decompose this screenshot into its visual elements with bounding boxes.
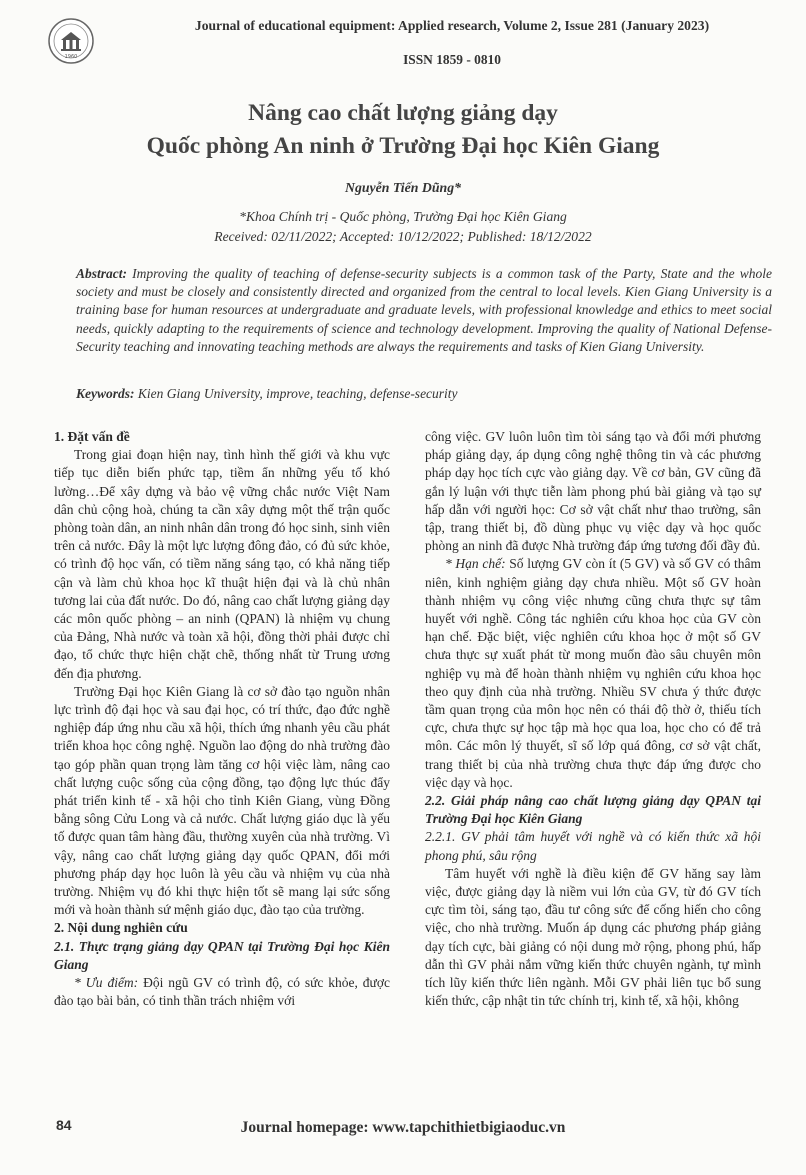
limitations-label: * Hạn chế: (445, 556, 506, 572)
heading-2-2: 2.2. Giải pháp nâng cao chất lượng giảng dạy QPAN tại Trường Đại học Kiên Giang (425, 793, 761, 827)
author: Nguyễn Tiến Dũng* (344, 180, 461, 195)
left-column (54, 428, 390, 1011)
journal-logo-icon (48, 18, 94, 64)
logo-year: 1960 (64, 54, 78, 60)
page-number: 84 (56, 1117, 72, 1133)
title-line-2: Quốc phòng An ninh ở Trường Đại học Kiên Giang (146, 133, 660, 159)
article-meta (40, 207, 766, 247)
paragraph-text: Số lượng GV còn ít (5 GV) và số GV có thâm niên, kinh nghiệm giảng dạy chưa nhiều. Một số GV hoàn thành nhiệm vụ công việc nhưng cũng chưa thực sự tâm huyết với nghề. Công tác nghiên cứu khoa học của GV còn hạn chế. Đặc biệt, việc nghiên cứu khoa học ở một số GV chưa thực sự xuất phát từ mong muốn đào sâu chuyên môn nghiệp vụ mà để hoàn thành nhiệm vụ nghiên cứu khoa học theo quy định của nhà trường. Nhiều SV chưa ý thức được tầm quan trọng của môn học nên có thái độ thờ ở, thiếu tích cực, chưa thực sự học tập mà học qua loa, học cho có để trả môn. Các môn lý thuyết, sĩ số lớp quá đông, cơ sở vật chất, trang thiết bị của nhà trường chưa thực đáp ứng được cho việc dạy và học. (425, 556, 761, 790)
paragraph: công việc. GV luôn luôn tìm tòi sáng tạo và đổi mới phương pháp giảng dạy, áp dụng công nghệ thông tin và các phương pháp dạy học tích cực vào giảng dạy. Về cơ bản, GV cũng đã gắn lý luận với thực tiễn làm phong phú bài giảng và tạo sự hấp dẫn với người học: Cơ sở vật chất như thao trường, sân tập, trang thiết bị, đồ dùng phục vụ việc dạy và học quốc phòng an ninh đã được Nhà trường đáp ứng tương đối đầy đủ. (425, 429, 761, 554)
title-line-1: Nâng cao chất lượng giảng dạy (248, 100, 558, 126)
paragraph: Trong giai đoạn hiện nay, tình hình thế giới và khu vực tiếp tục diễn biến phức tạp, tiềm ẩn những yếu tố khó lường…Để xây dựng và bảo vệ vững chắc nước Việt Nam dân chủ cộng hoà, chúng ta cần xây dựng một thế trận quốc phòng toàn dân, an ninh nhân dân trong đó học sinh, sinh viên trên cả nước. Đây là một lực lượng đông đảo, có đủ sức khỏe, có trình độ học vấn, có tiềm năng sáng tạo, có khả năng tiếp cận và làm chủ khoa học kĩ thuật hiện đại và là chủ nhân tương lai của đất nước. Do đó, nâng cao chất lượng giảng dạy các môn quốc phòng – an ninh (QPAN) là nhiệm vụ chung của Đảng, Nhà nước và toàn xã hội, đồng thời phải được chỉ đạo, tổ chức thực hiện chặt chẽ, thống nhất từ Trung ương đến địa phương. (54, 447, 390, 681)
keywords-label: Keywords: (76, 386, 135, 401)
abstract (76, 265, 772, 356)
affiliation: *Khoa Chính trị - Quốc phòng, Trường Đại học Kiên Giang (239, 209, 567, 224)
issn: ISSN 1859 - 0810 (403, 52, 501, 67)
article-title (40, 97, 766, 163)
heading-2-1: 2.1. Thực trạng giảng dạy QPAN tại Trường Đại học Kiên Giang (54, 938, 390, 972)
publication-dates: Received: 02/11/2022; Accepted: 10/12/2022; Published: 18/12/2022 (214, 229, 592, 244)
paragraph-text: Đội ngũ GV có trình độ, có sức khỏe, được đào tạo bài bản, có tinh thần trách nhiệm với (54, 975, 390, 1009)
keywords (76, 386, 772, 402)
advantages-label: * Ưu điểm: (74, 975, 139, 991)
paragraph: Tâm huyết với nghề là điều kiện để GV hăng say làm việc, được giảng dạy là niềm vui lớn của GV, từ đó GV tích cực tìm tòi, sáng tạo, đầu tư công sức để cống hiến cho công việc, cho nhà trường. Muốn áp dụng các phương pháp giảng dạy tích cực, bài giảng có nội dung mở rộng, phong phú, hấp dẫn thì GV phải nắm vững kiến thức chuyên ngành, tự mình tích lũy kiến thức liên ngành. Mỗi GV phải liên tục bổ sung kiến thức, cập nhật tin tức chính trị, kinh tế, xã hội, không (425, 865, 761, 1009)
journal-homepage: Journal homepage: www.tapchithietbigiaoduc.vn (240, 1119, 566, 1136)
keywords-text: Kien Giang University, improve, teaching, defense-security (134, 386, 458, 401)
abstract-label: Abstract: (76, 266, 128, 281)
abstract-text: Improving the quality of teaching of defense-security subjects is a common task of the Party, State and the whole society and must be closely and consistently directed and organized from the central to local levels. Kien Giang University is a training base for human resources at undergraduate and graduate levels, with professional knowledge and ethics to meet social needs, quickly adapting to the requirements of science and technology development. Improving the quality of National Defense-Security teaching and innovating teaching methods are always the requirements and tasks of Kien Giang University. (76, 266, 772, 354)
paragraph (425, 555, 761, 792)
paragraph: Trường Đại học Kiên Giang là cơ sở đào tạo nguồn nhân lực trình độ đại học và sau đại học, có trí thức, đạo đức nghề nghiệp đáp ứng nhu cầu xã hội, thích ứng nhanh yêu cầu phát triển khoa học công nghệ. Nguồn lao động do nhà trường đào tạo góp phần quan trọng làm tăng cơ hội việc làm, nâng cao chất lượng cuộc sống của cộng đồng, tạo động lực thúc đẩy phát triển kinh tế - xã hội cho tỉnh Kiên Giang, vùng Đồng bằng sông Cửu Long và cả nước. Chất lượng giáo dục là yếu tố được quan tâm hàng đầu, thường xuyên của nhà trường. Vì vậy, nâng cao chất lượng giảng dạy quốc QPAN, đổi mới phương pháp dạy học luôn là yêu cầu và nhiệm vụ của nhà trường. Nhiệm vụ đó khi thực hiện tốt sẽ mang lại sức sống mới và hoàn thành sứ mệnh giáo dục, đào tạo của trường. (54, 683, 390, 918)
journal-header: Journal of educational equipment: Applied research, Volume 2, Issue 281 (January 2023) (194, 18, 710, 33)
heading-2-2-1: 2.2.1. GV phải tâm huyết với nghề và có kiến thức xã hội phong phú, sâu rộng (425, 829, 761, 863)
heading-introduction: 1. Đặt vấn đề (54, 429, 130, 444)
heading-content: 2. Nội dung nghiên cứu (54, 920, 188, 936)
paragraph (54, 974, 390, 1010)
right-column (425, 428, 761, 1011)
